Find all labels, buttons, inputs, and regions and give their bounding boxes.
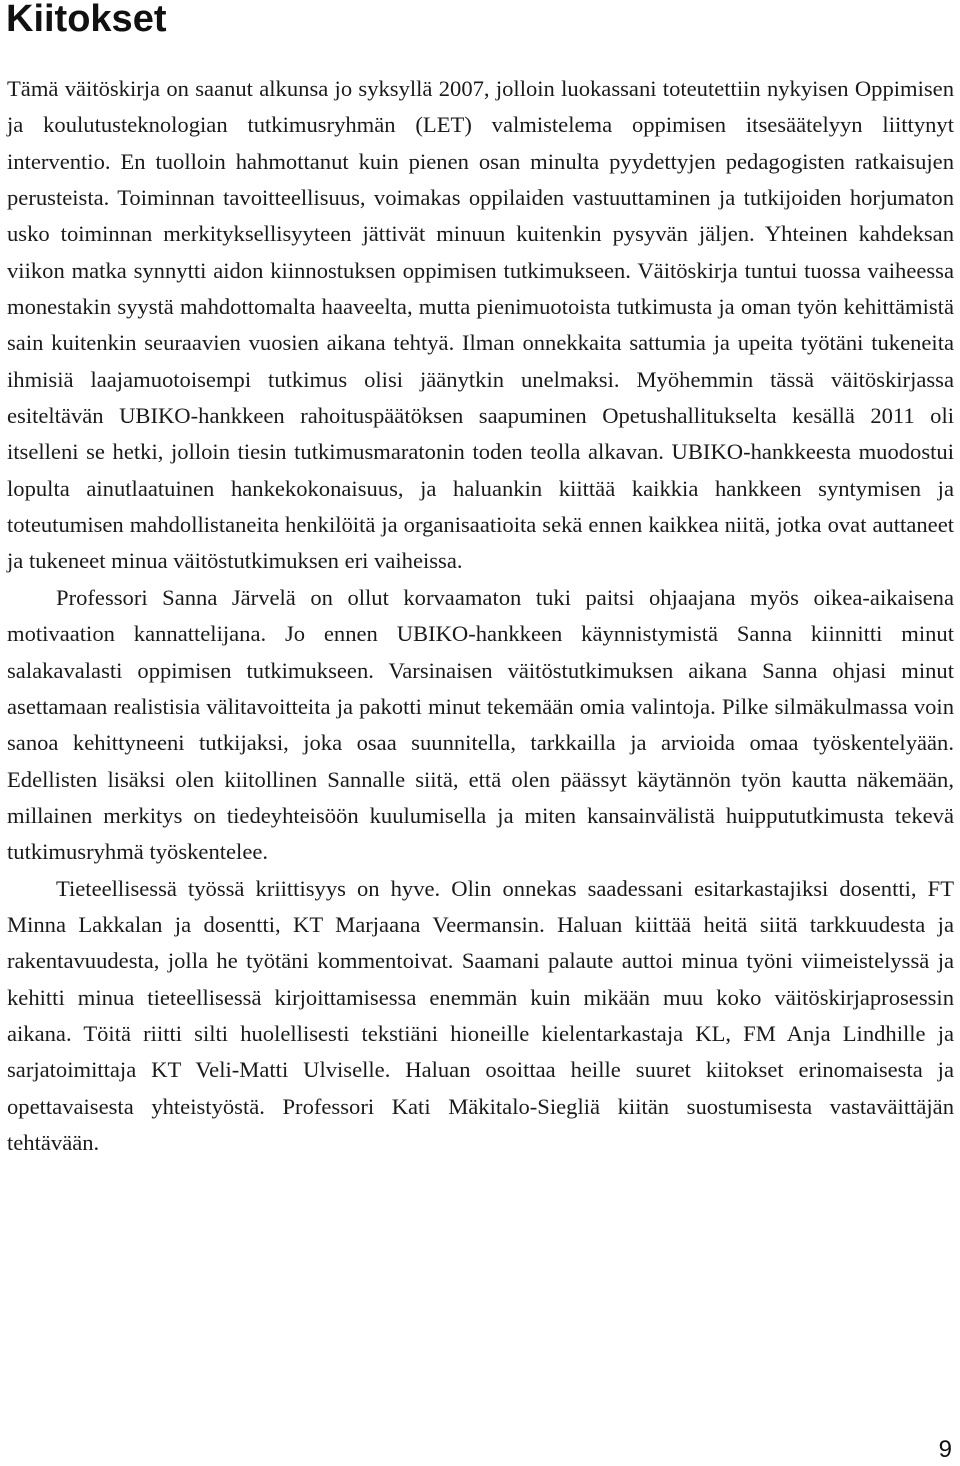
page-title: Kiitokset: [6, 0, 167, 40]
page-number: 9: [938, 1436, 952, 1463]
paragraph-intro: Tämä väitöskirja on saanut alkunsa jo syksyllä 2007, jolloin luokassani toteutettiin nykyisen Oppimisen ja koulutusteknologian tutkimusryhmän (LET) valmistelema oppimisen itsesäätelyyn liittynyt interventio. En tuolloin hahmottanut kuin pienen osan minulta pyydettyjen pedagogisten ratkaisujen perusteista. Toiminnan tavoitteellisuus, voimakas oppilaiden vastuuttaminen ja tutkijoiden horjumaton usko toiminnan merkityksellisyyteen jättivät minuun kuitenkin pysyvän jäljen. Yhteinen kahdeksan viikon matka synnytti aidon kiinnostuksen oppimisen tutkimukseen. Väitöskirja tuntui tuossa vaiheessa monestakin syystä mahdottomalta haaveelta, mutta pienimuotoista tutkimusta ja oman työn kehittämistä sain kuitenkin seuraavien vuosien aikana tehtyä. Ilman onnekkaita sattumia ja upeita työtäni tukeneita ihmisiä laajamuotoisempi tutkimus olisi jäänytkin unelmaksi. Myöhemmin tässä väitöskirjassa esiteltävän UBIKO-hankkeen rahoituspäätöksen saapuminen Opetushallitukselta kesällä 2011 oli itselleni se hetki, jolloin tiesin tutkimusmaratonin toden teolla alkavan. UBIKO-hankkeesta muodostui lopulta ainutlaatuinen hankekokonaisuus, ja haluankin kiittää kaikkia hankkeen syntymisen ja toteutumisen mahdollistaneita henkilöitä ja organisaatioita sekä ennen kaikkea niitä, jotka ovat auttaneet ja tukeneet minua väitöstutkimuksen eri vaiheissa.: [7, 76, 954, 574]
acknowledgements-body: [7, 71, 954, 1161]
paragraph-reviewers: Tieteellisessä työssä kriittisyys on hyve. Olin onnekas saadessani esitarkastajiksi dosentti, FT Minna Lakkalan ja dosentti, KT Marjaana Veermansin. Haluan kiittää heitä siitä tarkkuudesta ja rakentavuudesta, jolla he työtäni kommentoivat. Saamani palaute auttoi minua työni viimeistelyssä ja kehitti minua tieteellisessä kirjoittamisessa enemmän kuin mikään muu koko väitöskirjaprosessin aikana. Töitä riitti silti huolellisesti tekstiäni hioneille kielentarkastaja KL, FM Anja Lindhille ja sarjatoimittaja KT Veli-Matti Ulviselle. Haluan osoittaa heille suuret kiitokset erinomaisesta ja opettavaisesta yhteistyöstä. Professori Kati Mäkitalo-Siegliä kiitän suostumisesta vastaväittäjän tehtävään.: [7, 875, 954, 1155]
paragraph-supervisor: Professori Sanna Järvelä on ollut korvaamaton tuki paitsi ohjaajana myös oikea-aikaisena motivaation kannattelijana. Jo ennen UBIKO-hankkeen käynnistymistä Sanna kiinnitti minut salakavalasti oppimisen tutkimukseen. Varsinaisen väitöstutkimuksen aikana Sanna ohjasi minut asettamaan realistisia välitavoitteita ja pakotti minut tekemään omia valintoja. Pilke silmäkulmassa voin sanoa kehittyneeni tutkijaksi, joka osaa suunnitella, tarkkailla ja arvioida omaa työskentelyään. Edellisten lisäksi olen kiitollinen Sannalle siitä, että olen päässyt käytännön työn kautta näkemään, millainen merkitys on tiedeyhteisöön kuulumisella ja miten kansainvälistä huippututkimusta tekevä tutkimusryhmä työskentelee.: [7, 584, 954, 865]
